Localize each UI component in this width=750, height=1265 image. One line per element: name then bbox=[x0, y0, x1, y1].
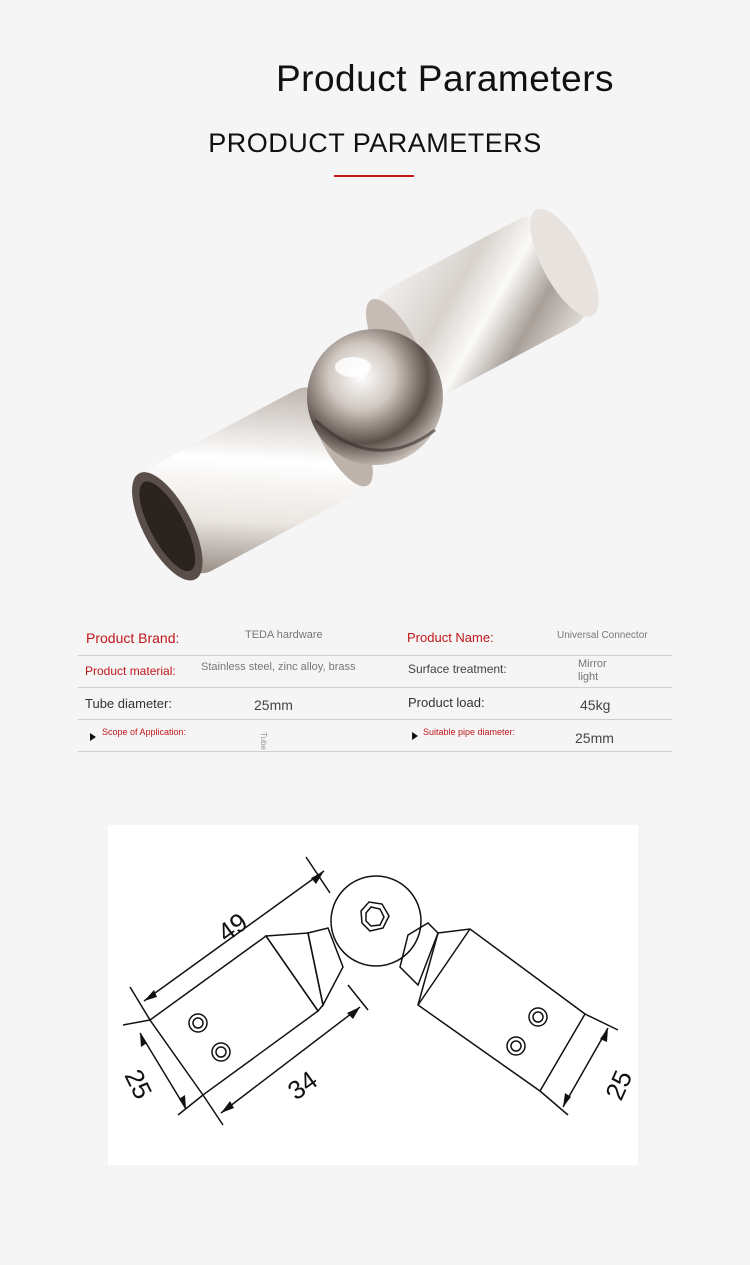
brand-value: TEDA hardware bbox=[245, 629, 323, 641]
name-value: Universal Connector bbox=[557, 630, 648, 641]
scope-value: Tube bbox=[259, 732, 268, 750]
dim-bottom-label: 34 bbox=[281, 1064, 323, 1106]
params-row-brand bbox=[78, 622, 672, 656]
surface-value-line1: Mirror bbox=[578, 658, 607, 670]
brand-label: Product Brand: bbox=[86, 630, 180, 646]
load-value: 45kg bbox=[580, 697, 611, 713]
params-row-tube bbox=[78, 688, 672, 720]
name-label: Product Name: bbox=[407, 630, 494, 645]
pipe-value: 25mm bbox=[575, 730, 614, 746]
hex-socket-icon bbox=[361, 902, 389, 931]
material-value: Stainless steel, zinc alloy, brass bbox=[201, 661, 356, 673]
page-subtitle: PRODUCT PARAMETERS bbox=[208, 128, 542, 158]
right-arm-plate bbox=[418, 929, 585, 1091]
tube-label: Tube diameter: bbox=[85, 696, 172, 711]
dim-width-left-label: 25 bbox=[118, 1064, 159, 1104]
tube-value: 25mm bbox=[254, 697, 293, 713]
dimension-diagram bbox=[108, 825, 638, 1165]
dimension-drawing bbox=[108, 825, 638, 1165]
product-photo bbox=[115, 205, 635, 595]
surface-label: Surface treatment: bbox=[408, 662, 507, 676]
left-arm-plate bbox=[150, 936, 318, 1095]
title-divider bbox=[334, 175, 414, 177]
page-title: Product Parameters bbox=[275, 58, 615, 99]
params-row-scope bbox=[78, 720, 672, 752]
dim-length-label: 49 bbox=[211, 906, 253, 948]
scope-label: Scope of Application: bbox=[102, 727, 187, 737]
dim-width-right-label: 25 bbox=[599, 1065, 638, 1105]
hub-circle bbox=[331, 876, 421, 966]
material-label: Product material: bbox=[85, 664, 176, 678]
bullet-arrow-icon bbox=[90, 733, 96, 741]
bullet-arrow-icon bbox=[412, 732, 418, 740]
pipe-label: Suitable pipe diameter: bbox=[423, 727, 516, 737]
parameters-table bbox=[78, 622, 672, 752]
load-label: Product load: bbox=[408, 695, 485, 710]
surface-value-line2: light bbox=[578, 671, 599, 683]
params-row-material bbox=[78, 656, 672, 688]
